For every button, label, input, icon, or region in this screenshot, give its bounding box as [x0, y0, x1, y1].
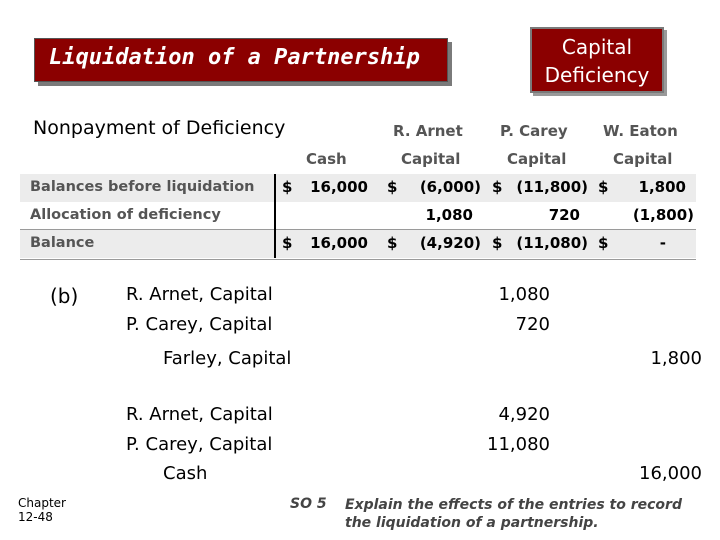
badge-line-1: Capital — [561, 35, 633, 59]
journal-credit: 16,000 — [639, 463, 702, 484]
cell-cash: 16,000 — [310, 178, 368, 196]
chapter-label: Chapter — [18, 496, 66, 510]
cell-arnet: (6,000) — [419, 178, 481, 196]
column-header-cash: Cash — [306, 150, 347, 168]
journal-account: Cash — [163, 463, 208, 484]
dollar-sign: $ — [492, 178, 503, 196]
partner-header-eaton: W. Eaton — [603, 122, 678, 140]
journal-account: R. Arnet, Capital — [126, 404, 273, 425]
journal-entry-label: (b) — [50, 284, 79, 308]
cell-cash: 16,000 — [310, 234, 368, 252]
slide-title: Liquidation of a Partnership — [49, 45, 420, 70]
journal-debit: 4,920 — [498, 404, 550, 425]
journal-account: P. Carey, Capital — [126, 434, 273, 455]
journal-account: Farley, Capital — [163, 348, 292, 369]
journal-account: R. Arnet, Capital — [126, 284, 273, 305]
dollar-sign: $ — [598, 234, 609, 252]
column-header-eaton-capital: Capital — [613, 150, 673, 168]
cell-eaton: (1,800) — [632, 206, 694, 224]
partner-header-arnet: R. Arnet — [393, 122, 463, 140]
badge-line-2: Deficiency — [544, 63, 650, 87]
journal-debit: 1,080 — [498, 284, 550, 305]
journal-credit: 1,800 — [650, 348, 702, 369]
journal-account: P. Carey, Capital — [126, 314, 273, 335]
dollar-sign: $ — [387, 178, 398, 196]
dollar-sign: $ — [598, 178, 609, 196]
cell-carey: (11,800) — [516, 178, 588, 196]
capital-deficiency-badge — [530, 27, 664, 93]
table-row-label: Balances before liquidation — [30, 179, 255, 195]
title-banner — [34, 38, 448, 82]
section-subtitle: Nonpayment of Deficiency — [33, 117, 286, 139]
dollar-sign: $ — [492, 234, 503, 252]
cell-arnet: 1,080 — [425, 206, 473, 224]
dollar-sign: $ — [282, 234, 293, 252]
study-objective-text: Explain the effects of the entries to record the liquidation of a partnership. — [345, 497, 682, 531]
table-row-label: Balance — [30, 235, 95, 251]
chapter-reference — [18, 496, 66, 524]
partner-header-carey: P. Carey — [500, 122, 568, 140]
journal-debit: 11,080 — [487, 434, 550, 455]
journal-debit: 720 — [515, 314, 550, 335]
table-vertical-rule — [274, 174, 276, 258]
table-divider — [20, 229, 696, 230]
study-objective-label: SO 5 — [290, 496, 327, 512]
cell-carey: 720 — [548, 206, 580, 224]
column-header-carey-capital: Capital — [507, 150, 567, 168]
table-row-label: Allocation of deficiency — [30, 207, 221, 223]
cell-carey: (11,080) — [516, 234, 588, 252]
cell-arnet: (4,920) — [419, 234, 481, 252]
cell-eaton: - — [659, 234, 666, 252]
dollar-sign: $ — [282, 178, 293, 196]
table-bottom-rule — [20, 259, 696, 260]
cell-eaton: 1,800 — [638, 178, 686, 196]
slide-number: 12-48 — [18, 510, 53, 524]
column-header-arnet-capital: Capital — [401, 150, 461, 168]
dollar-sign: $ — [387, 234, 398, 252]
